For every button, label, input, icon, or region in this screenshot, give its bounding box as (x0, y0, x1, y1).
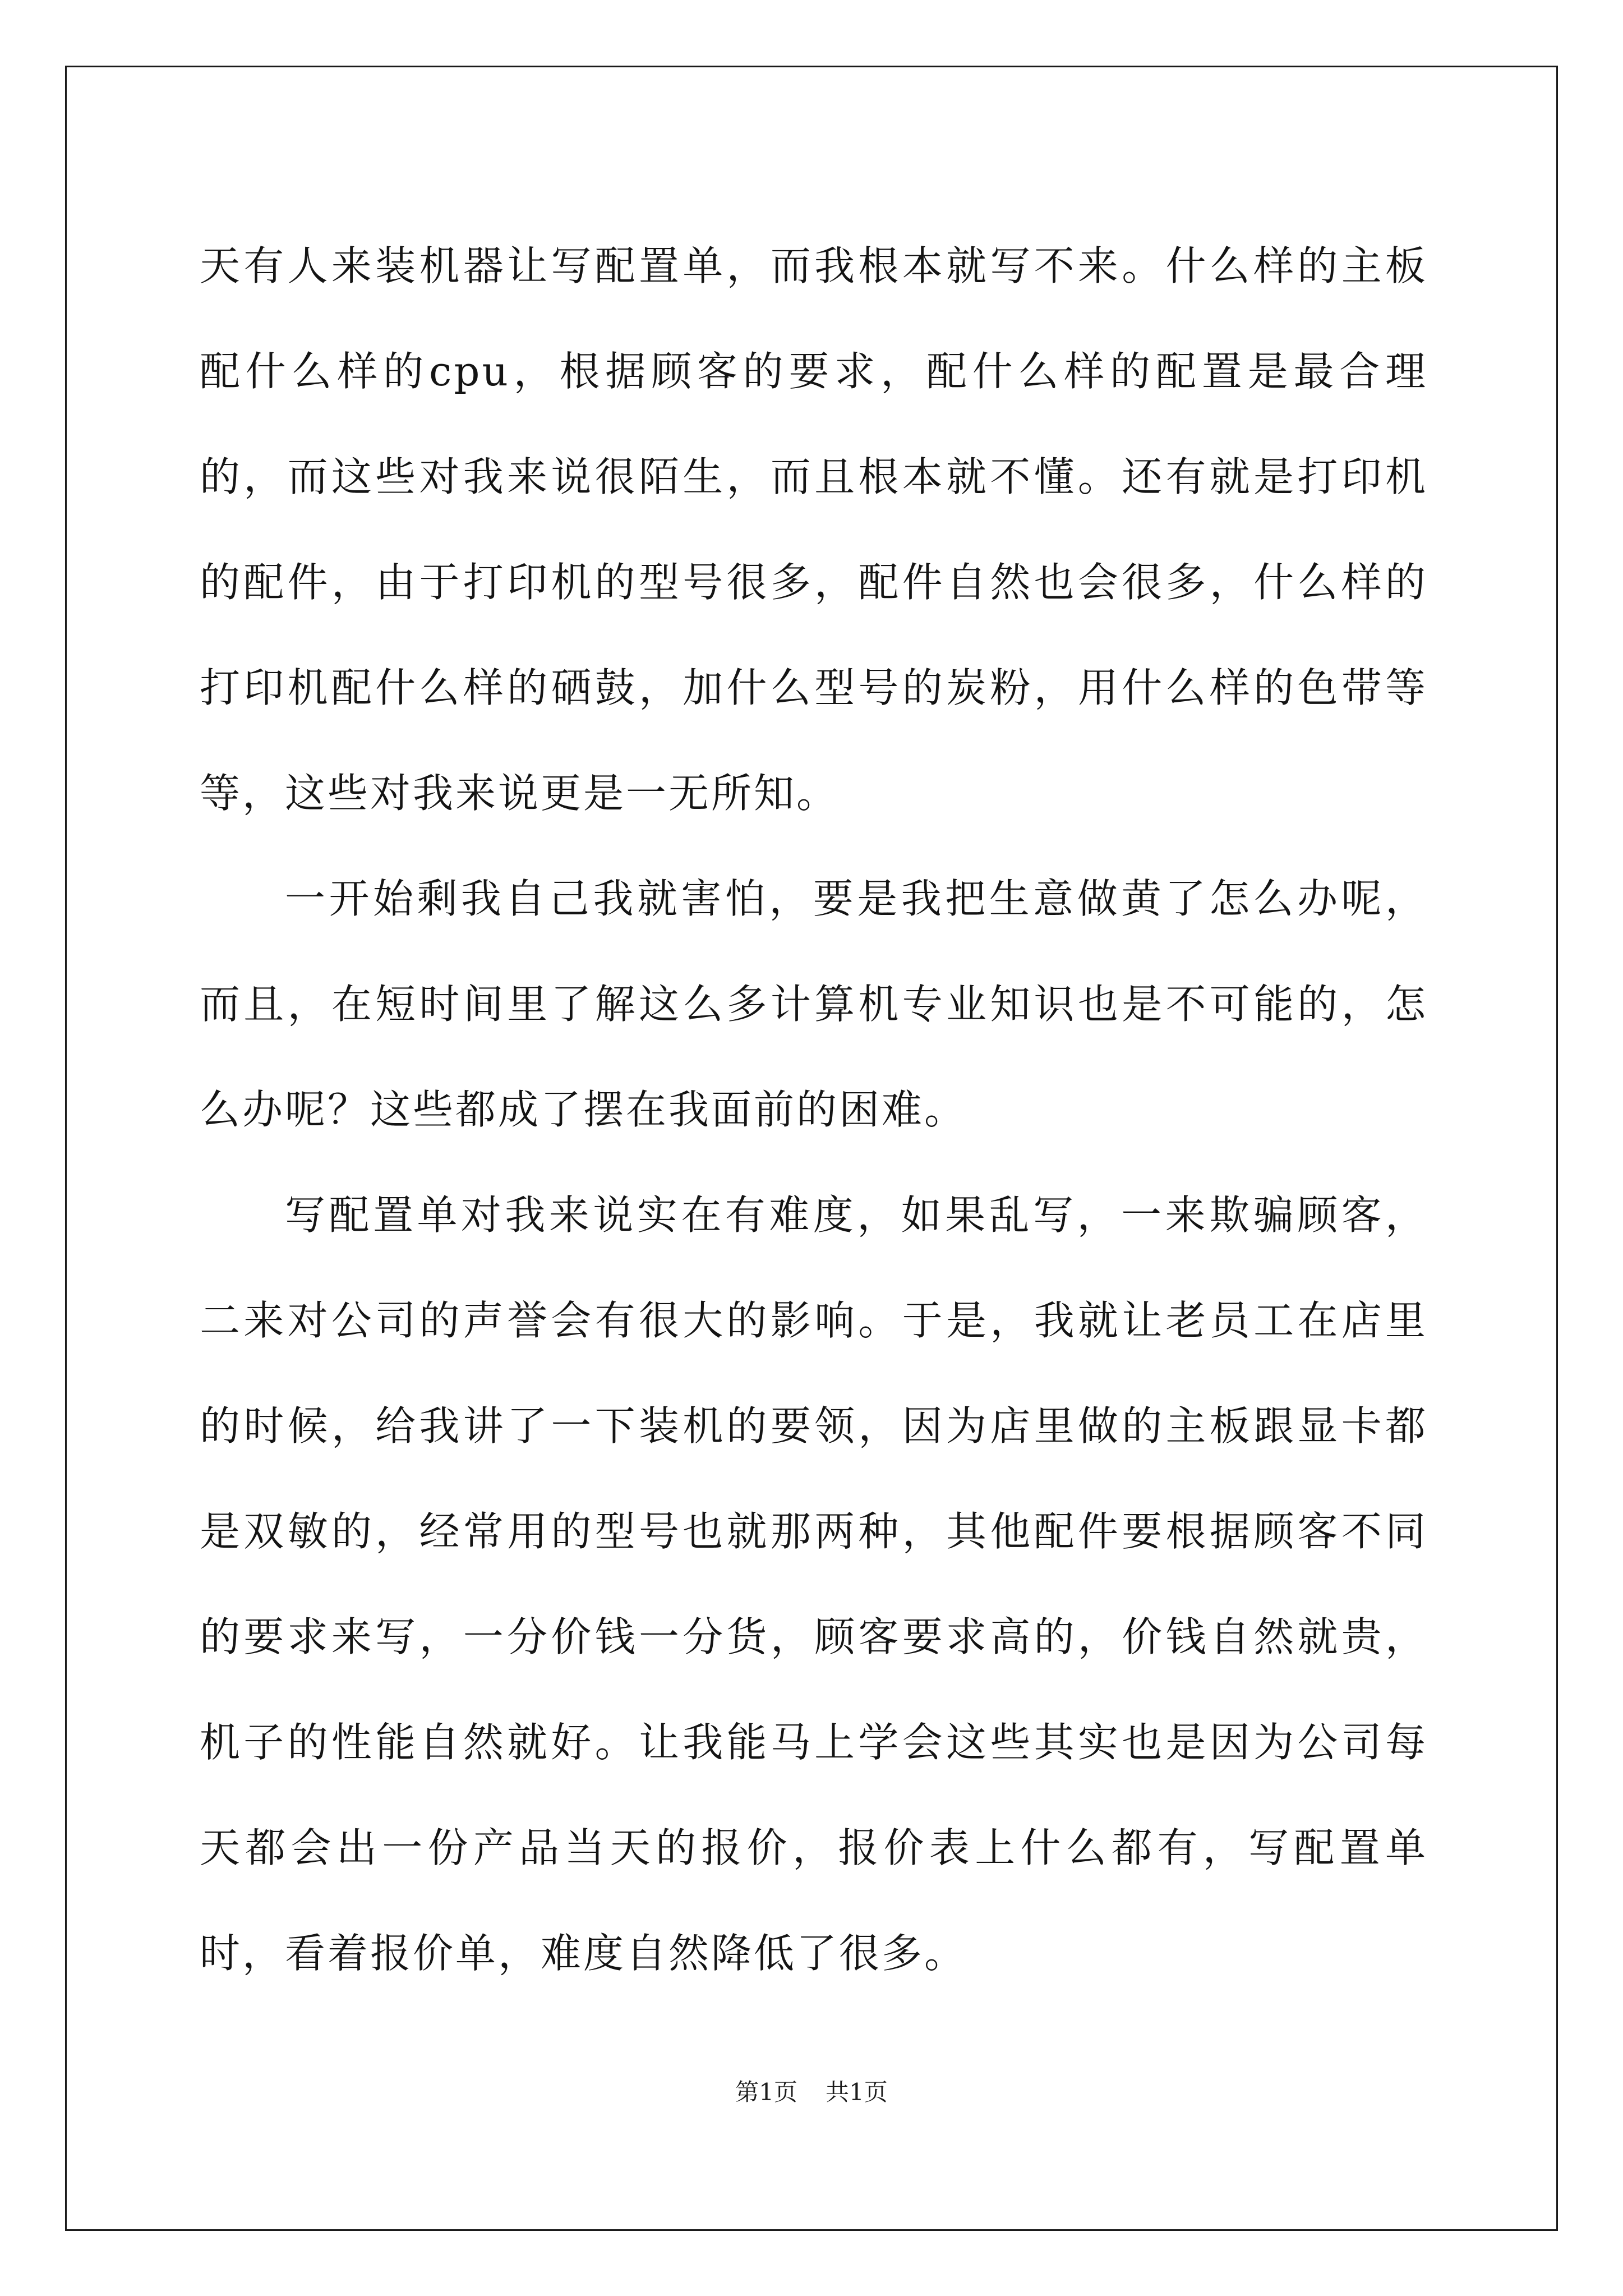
paragraph-2: 一开始剩我自己我就害怕，要是我把生意做黄了怎么办呢，而且，在短时间里了解这么多计算机专业知识也是不可能的，怎么办呢？这些都成了摆在我面前的困难。 (200, 875, 1428, 1133)
page-footer (0, 2076, 1623, 2109)
page-number: 第1页 (735, 2078, 797, 2106)
paragraph-3: 写配置单对我来说实在有难度，如果乱写，一来欺骗顾客，二来对公司的声誉会有很大的影响。于是，我就让老员工在店里的时候，给我讲了一下装机的要领，因为店里做的主板跟显卡都是双敏的，经常用的型号也就那两种，其他配件要根据顾客不同的要求来写，一分价钱一分货，顾客要求高的，价钱自然就贵，机子的性能自然就好。让我能马上学会这些其实也是因为公司每天都会出一份产品当天的报价，报价表上什么都有，写配置单时，看着报价单，难度自然降低了很多。 (200, 1191, 1428, 1977)
document-body (200, 213, 1428, 2006)
page-total: 共1页 (826, 2078, 888, 2106)
paragraph-1: 天有人来装机器让写配置单，而我根本就写不来。什么样的主板配什么样的cpu，根据顾客的要求，配什么样的配置是最合理的，而这些对我来说很陌生，而且根本就不懂。还有就是打印机的配件，由于打印机的型号很多，配件自然也会很多，什么样的打印机配什么样的硒鼓，加什么型号的炭粉，用什么样的色带等等，这些对我来说更是一无所知。 (200, 242, 1428, 817)
